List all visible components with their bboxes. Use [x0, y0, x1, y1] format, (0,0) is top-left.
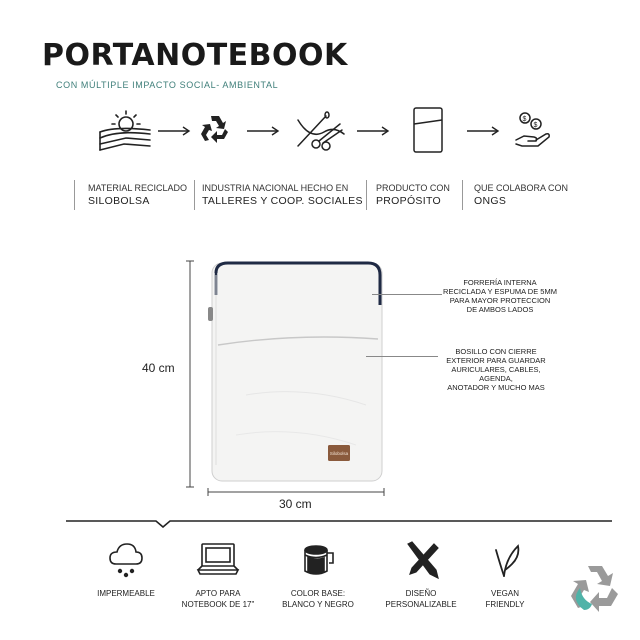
- step-divider: [74, 180, 75, 210]
- badge-logo-text: Silobolsa: [329, 451, 349, 456]
- pencil-brush-icon: [404, 540, 440, 580]
- arrow-icon: [466, 126, 500, 136]
- callout-leader-line: [366, 356, 438, 357]
- step-label-producto: PRODUCTO CON PROPÓSITO: [376, 183, 450, 207]
- feature-label-vegan: VEGAN FRIENDLY: [485, 589, 525, 609]
- paint-bucket-icon: [300, 541, 336, 579]
- step-divider: [194, 180, 195, 210]
- feature-label-color: COLOR BASE: BLANCO Y NEGRO: [282, 589, 354, 609]
- width-dimension-label: 30 cm: [279, 497, 312, 511]
- feature-label-diseno: DISEÑO PERSONALIZABLE: [385, 589, 457, 609]
- page-title: PORTANOTEBOOK: [42, 38, 348, 73]
- feature-label-notebook: APTO PARA NOTEBOOK DE 17": [181, 589, 255, 609]
- recycle-icon: [197, 112, 233, 148]
- laptop-icon: [196, 542, 240, 576]
- svg-text:$: $: [522, 116, 527, 123]
- arrow-icon: [246, 126, 280, 136]
- leaf-sprout-icon: [490, 542, 522, 580]
- step-label-material: MATERIAL RECICLADO SILOBOLSA: [88, 183, 188, 207]
- page-subtitle: CON MÚLTIPLE IMPACTO SOCIAL- AMBIENTAL: [56, 80, 279, 90]
- arrow-icon: [157, 126, 191, 136]
- callout-leader-line: [372, 294, 442, 295]
- step-divider: [462, 180, 463, 210]
- svg-text:$: $: [533, 122, 538, 129]
- section-divider: [66, 514, 612, 528]
- brand-recycle-logo-icon: [566, 560, 626, 620]
- callout-forreria: FORRERÍA INTERNA RECICLADA Y ESPUMA DE 5MM PARA MAYOR PROTECCION DE AMBOS LADOS: [443, 278, 557, 314]
- rain-cloud-icon: [108, 540, 144, 580]
- callout-bolsillo: BOSILLO CON CIERRE EXTERIOR PARA GUARDAR AURICULARES, CABLES, AGENDA, ANOTADOR Y MUCHO MAS: [446, 347, 546, 392]
- sewing-scissors-icon: [294, 110, 348, 152]
- landscape-field-icon: [96, 108, 154, 154]
- step-label-ongs: QUE COLABORA CON ONGS: [474, 183, 569, 207]
- step-label-industria: INDUSTRIA NACIONAL HECHO EN TALLERES Y COOP. SOCIALES: [202, 183, 363, 207]
- donation-hand-icon: [512, 110, 556, 150]
- sleeve-outline-icon: [412, 106, 444, 154]
- step-divider: [366, 180, 367, 210]
- arrow-icon: [356, 126, 390, 136]
- feature-label-impermeable: IMPERMEABLE: [97, 589, 155, 598]
- height-dimension-label: 40 cm: [142, 361, 175, 375]
- laptop-sleeve-image: [186, 255, 396, 500]
